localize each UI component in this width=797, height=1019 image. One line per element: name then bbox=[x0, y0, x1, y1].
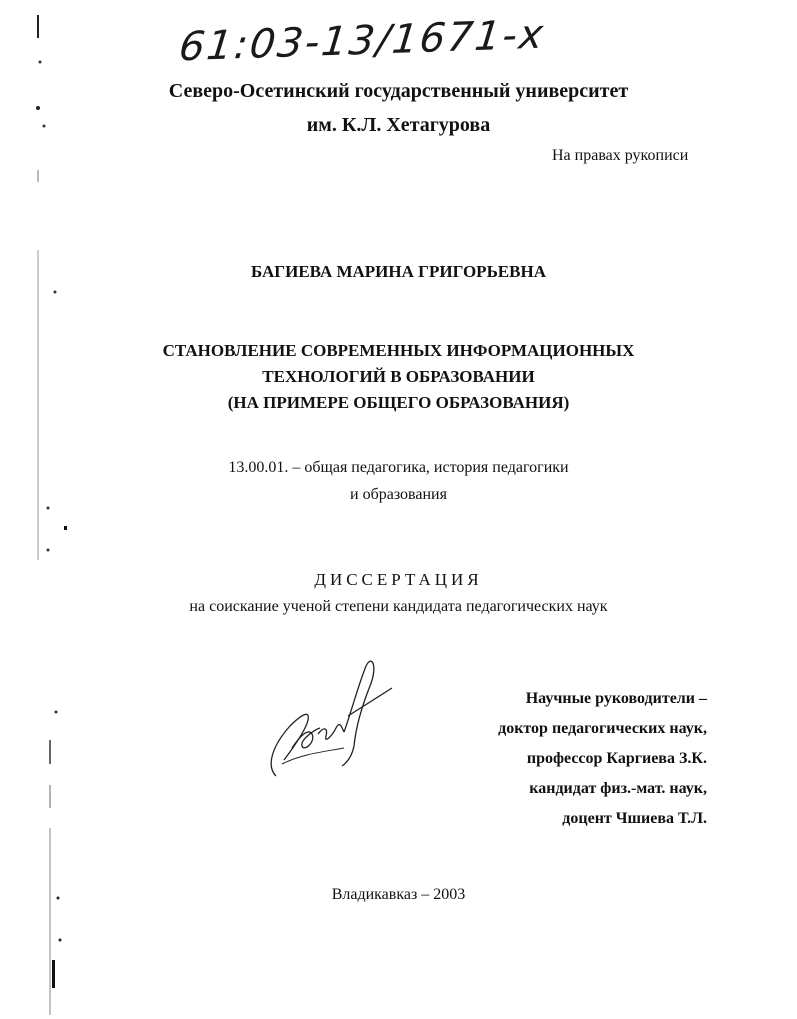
scientific-advisors bbox=[498, 684, 707, 834]
author-name: БАГИЕВА МАРИНА ГРИГОРЬЕВНА bbox=[251, 262, 546, 281]
archive-stamp: 61:03-13/1671-х bbox=[176, 11, 548, 71]
advisor-2-name: доцент Чшиева Т.Л. bbox=[562, 810, 707, 827]
city-and-year: Владикавказ – 2003 bbox=[331, 886, 466, 903]
advisors-heading: Научные руководители – bbox=[525, 690, 707, 707]
title-line-3: (НА ПРИМЕРЕ ОБЩЕГО ОБРАЗОВАНИЯ) bbox=[227, 393, 570, 412]
signature bbox=[262, 656, 402, 786]
degree-statement: на соискание ученой степени кандидата педагогических наук bbox=[189, 598, 608, 615]
advisor-1-degree: доктор педагогических наук, bbox=[498, 720, 707, 737]
manuscript-note: На правах рукописи bbox=[552, 147, 689, 164]
specialty-line-2: и образования bbox=[350, 486, 447, 503]
advisor-1-name: профессор Каргиева З.К. bbox=[526, 750, 707, 767]
title-line-1: СТАНОВЛЕНИЕ СОВРЕМЕННЫХ ИНФОРМАЦИОННЫХ bbox=[162, 341, 635, 360]
specialty-code bbox=[0, 454, 797, 508]
title-line-2: ТЕХНОЛОГИЙ В ОБРАЗОВАНИИ bbox=[262, 367, 535, 386]
specialty-line-1: 13.00.01. – общая педагогика, история педагогики bbox=[228, 459, 569, 476]
scan-margin-marks bbox=[0, 0, 70, 1019]
dissertation-title bbox=[0, 338, 797, 416]
document-type: ДИССЕРТАЦИЯ bbox=[314, 570, 483, 589]
university-honorific: им. К.Л. Хетагурова bbox=[306, 114, 491, 136]
university-name: Северо-Осетинский государственный университет bbox=[168, 80, 629, 102]
advisor-2-degree: кандидат физ.-мат. наук, bbox=[529, 780, 707, 797]
